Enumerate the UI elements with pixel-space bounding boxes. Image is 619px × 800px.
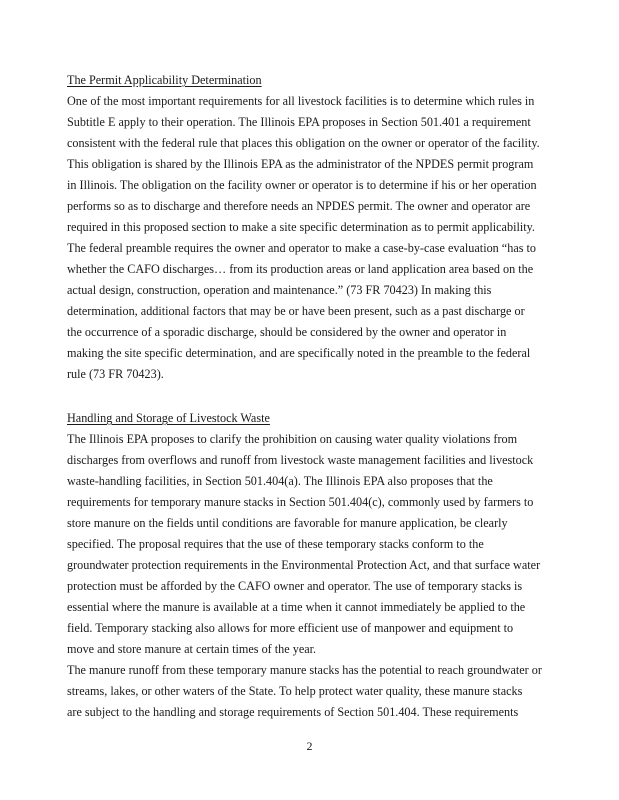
paragraph-line: move and store manure at certain times of the year. bbox=[67, 642, 317, 656]
paragraph-line: The manure runoff from these temporary manure stacks has the potential to reach groundwater or bbox=[67, 663, 542, 677]
paragraph-line: requirements for temporary manure stacks in Section 501.404(c), commonly used by farmers to bbox=[67, 495, 534, 509]
page-number: 2 bbox=[306, 739, 313, 753]
paragraph-line: The Illinois EPA proposes to clarify the prohibition on causing water quality violations from bbox=[67, 432, 518, 446]
paragraph-line: are subject to the handling and storage requirements of Section 501.404. These requirements bbox=[67, 705, 519, 719]
paragraph-line: making the site specific determination, and are specifically noted in the preamble to the federal bbox=[67, 346, 531, 360]
section-body bbox=[67, 429, 557, 723]
paragraph-line: performs so as to discharge and therefore needs an NPDES permit. The owner and operator are bbox=[67, 199, 531, 213]
section-heading: Handling and Storage of Livestock Waste bbox=[67, 411, 270, 425]
paragraph-line: essential where the manure is available at a time when it cannot immediately be applied to the bbox=[67, 600, 526, 614]
paragraph-line: the occurrence of a sporadic discharge, should be considered by the owner and operator in bbox=[67, 325, 507, 339]
paragraph-line: waste-handling facilities, in Section 501.404(a). The Illinois EPA also proposes that the bbox=[67, 474, 493, 488]
section-permit-applicability bbox=[67, 70, 557, 385]
paragraph-line: field. Temporary stacking also allows for more efficient use of manpower and equipment to bbox=[67, 621, 514, 635]
paragraph-line: whether the CAFO discharges… from its production areas or land application area based on the bbox=[67, 262, 534, 276]
paragraph-line: discharges from overflows and runoff from livestock waste management facilities and livestock bbox=[67, 453, 534, 467]
section-handling-storage bbox=[67, 408, 557, 723]
paragraph-line: consistent with the federal rule that places this obligation on the owner or operator of the facility. bbox=[67, 136, 540, 150]
paragraph-line: store manure on the fields until conditions are favorable for manure application, be clearly bbox=[67, 516, 508, 530]
paragraph-line: in Illinois. The obligation on the facility owner or operator is to determine if his or her operation bbox=[67, 178, 537, 192]
paragraph-line: required in this proposed section to make a site specific determination as to permit applicability. bbox=[67, 220, 535, 234]
paragraph-line: streams, lakes, or other waters of the State. To help protect water quality, these manure stacks bbox=[67, 684, 523, 698]
paragraph-line: specified. The proposal requires that the use of these temporary stacks conform to the bbox=[67, 537, 484, 551]
paragraph-line: rule (73 FR 70423). bbox=[67, 367, 164, 381]
paragraph-line: actual design, construction, operation and maintenance.” (73 FR 70423) In making this bbox=[67, 283, 492, 297]
paragraph-line: determination, additional factors that may be or have been present, such as a past discharge or bbox=[67, 304, 525, 318]
paragraph-line: groundwater protection requirements in the Environmental Protection Act, and that surface water bbox=[67, 558, 541, 572]
paragraph-line: This obligation is shared by the Illinois EPA as the administrator of the NPDES permit program bbox=[67, 157, 534, 171]
paragraph-line: One of the most important requirements for all livestock facilities is to determine which rules in bbox=[67, 94, 535, 108]
paragraph-line: The federal preamble requires the owner and operator to make a case-by-case evaluation “has to bbox=[67, 241, 536, 255]
paragraph-line: Subtitle E apply to their operation. The Illinois EPA proposes in Section 501.401 a requirement bbox=[67, 115, 531, 129]
section-heading: The Permit Applicability Determination bbox=[67, 73, 262, 87]
section-body bbox=[67, 91, 557, 385]
paragraph-line: protection must be afforded by the CAFO owner and operator. The use of temporary stacks is bbox=[67, 579, 523, 593]
